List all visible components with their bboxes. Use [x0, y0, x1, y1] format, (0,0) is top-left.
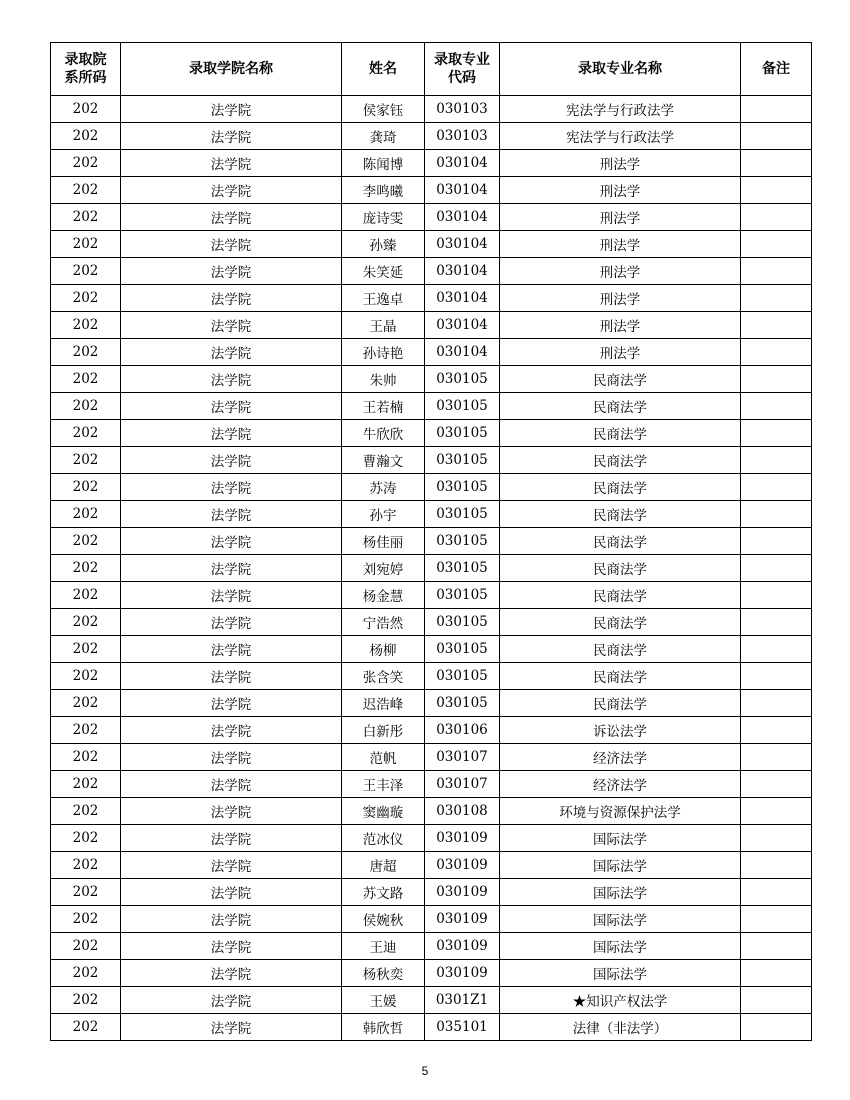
- remark-cell: [741, 474, 812, 501]
- remark-cell: [741, 690, 812, 717]
- major-code-cell: 030103: [425, 123, 500, 150]
- dept-code-cell: 202: [51, 609, 121, 636]
- table-row: [51, 420, 812, 447]
- remark-cell: [741, 960, 812, 987]
- dept-code-cell: 202: [51, 744, 121, 771]
- dept-name-cell: 法学院: [121, 339, 342, 366]
- major-name-cell: 刑法学: [500, 231, 741, 258]
- major-name-cell: 国际法学: [500, 825, 741, 852]
- student-name-cell: 杨秋奕: [342, 960, 425, 987]
- major-name-cell: 民商法学: [500, 447, 741, 474]
- major-code-cell: 030105: [425, 690, 500, 717]
- dept-name-cell: 法学院: [121, 933, 342, 960]
- remark-cell: [741, 150, 812, 177]
- major-code-cell: 030105: [425, 420, 500, 447]
- dept-name-cell: 法学院: [121, 852, 342, 879]
- table-row: [51, 96, 812, 123]
- remark-cell: [741, 717, 812, 744]
- dept-code-cell: 202: [51, 987, 121, 1014]
- dept-code-cell: 202: [51, 879, 121, 906]
- major-code-cell: 030109: [425, 933, 500, 960]
- dept-name-cell: 法学院: [121, 96, 342, 123]
- dept-name-cell: 法学院: [121, 960, 342, 987]
- student-name-cell: 龚琦: [342, 123, 425, 150]
- major-code-cell: 030105: [425, 447, 500, 474]
- table-row: [51, 663, 812, 690]
- remark-cell: [741, 906, 812, 933]
- major-name-cell: 民商法学: [500, 609, 741, 636]
- major-code-cell: 030108: [425, 798, 500, 825]
- dept-name-cell: 法学院: [121, 744, 342, 771]
- student-name-cell: 牛欣欣: [342, 420, 425, 447]
- dept-code-cell: 202: [51, 717, 121, 744]
- dept-name-cell: 法学院: [121, 690, 342, 717]
- dept-name-cell: 法学院: [121, 825, 342, 852]
- header-row: [51, 43, 812, 96]
- header-dept-name: 录取学院名称: [121, 43, 342, 96]
- table-row: [51, 231, 812, 258]
- student-name-cell: 宁浩然: [342, 609, 425, 636]
- student-name-cell: 杨柳: [342, 636, 425, 663]
- student-name-cell: 苏文路: [342, 879, 425, 906]
- remark-cell: [741, 555, 812, 582]
- dept-name-cell: 法学院: [121, 879, 342, 906]
- remark-cell: [741, 123, 812, 150]
- major-code-cell: 030104: [425, 312, 500, 339]
- student-name-cell: 唐超: [342, 852, 425, 879]
- remark-cell: [741, 285, 812, 312]
- student-name-cell: 陈闻博: [342, 150, 425, 177]
- remark-cell: [741, 582, 812, 609]
- remark-cell: [741, 852, 812, 879]
- remark-cell: [741, 798, 812, 825]
- table-row: [51, 609, 812, 636]
- major-code-cell: 030107: [425, 744, 500, 771]
- dept-code-cell: 202: [51, 393, 121, 420]
- remark-cell: [741, 987, 812, 1014]
- remark-cell: [741, 501, 812, 528]
- table-row: [51, 393, 812, 420]
- major-code-cell: 030104: [425, 231, 500, 258]
- remark-cell: [741, 636, 812, 663]
- student-name-cell: 李鸣曦: [342, 177, 425, 204]
- dept-name-cell: 法学院: [121, 204, 342, 231]
- major-name-cell: ★知识产权法学: [500, 987, 741, 1014]
- dept-code-cell: 202: [51, 420, 121, 447]
- table-row: [51, 474, 812, 501]
- dept-name-cell: 法学院: [121, 501, 342, 528]
- major-name-cell: 经济法学: [500, 744, 741, 771]
- remark-cell: [741, 96, 812, 123]
- remark-cell: [741, 366, 812, 393]
- remark-cell: [741, 231, 812, 258]
- major-name-cell: 诉讼法学: [500, 717, 741, 744]
- table-row: [51, 744, 812, 771]
- student-name-cell: 范冰仪: [342, 825, 425, 852]
- dept-code-cell: 202: [51, 906, 121, 933]
- major-code-cell: 030106: [425, 717, 500, 744]
- remark-cell: [741, 447, 812, 474]
- table-row: [51, 258, 812, 285]
- major-name-cell: 民商法学: [500, 366, 741, 393]
- major-name-cell: 环境与资源保护法学: [500, 798, 741, 825]
- major-name-cell: 国际法学: [500, 933, 741, 960]
- table-row: [51, 852, 812, 879]
- dept-code-cell: 202: [51, 96, 121, 123]
- dept-name-cell: 法学院: [121, 582, 342, 609]
- dept-code-cell: 202: [51, 339, 121, 366]
- page-number: 5: [421, 1064, 429, 1078]
- major-code-cell: 030105: [425, 474, 500, 501]
- major-name-cell: 国际法学: [500, 906, 741, 933]
- dept-name-cell: 法学院: [121, 798, 342, 825]
- table-row: [51, 339, 812, 366]
- dept-code-cell: 202: [51, 177, 121, 204]
- dept-name-cell: 法学院: [121, 420, 342, 447]
- major-name-cell: 宪法学与行政法学: [500, 123, 741, 150]
- major-code-cell: 030105: [425, 609, 500, 636]
- student-name-cell: 窦幽璇: [342, 798, 425, 825]
- dept-name-cell: 法学院: [121, 771, 342, 798]
- dept-name-cell: 法学院: [121, 393, 342, 420]
- dept-name-cell: 法学院: [121, 177, 342, 204]
- major-name-cell: 法律（非法学）: [500, 1014, 741, 1041]
- dept-name-cell: 法学院: [121, 474, 342, 501]
- table-row: [51, 987, 812, 1014]
- dept-code-cell: 202: [51, 960, 121, 987]
- remark-cell: [741, 825, 812, 852]
- student-name-cell: 王媛: [342, 987, 425, 1014]
- major-name-cell: 宪法学与行政法学: [500, 96, 741, 123]
- major-name-cell: 民商法学: [500, 690, 741, 717]
- remark-cell: [741, 420, 812, 447]
- student-name-cell: 范帆: [342, 744, 425, 771]
- remark-cell: [741, 1014, 812, 1041]
- dept-code-cell: 202: [51, 1014, 121, 1041]
- major-name-cell: 民商法学: [500, 663, 741, 690]
- major-code-cell: 030105: [425, 636, 500, 663]
- dept-name-cell: 法学院: [121, 285, 342, 312]
- major-code-cell: 030105: [425, 501, 500, 528]
- major-name-cell: 国际法学: [500, 879, 741, 906]
- dept-code-cell: 202: [51, 933, 121, 960]
- major-code-cell: 030109: [425, 906, 500, 933]
- major-code-cell: 030103: [425, 96, 500, 123]
- remark-cell: [741, 933, 812, 960]
- student-name-cell: 迟浩峰: [342, 690, 425, 717]
- table-row: [51, 771, 812, 798]
- major-name-cell: 刑法学: [500, 339, 741, 366]
- header-dept-code: 录取院系所码: [51, 43, 121, 96]
- major-code-cell: 030107: [425, 771, 500, 798]
- dept-code-cell: 202: [51, 366, 121, 393]
- dept-code-cell: 202: [51, 798, 121, 825]
- major-name-cell: 民商法学: [500, 420, 741, 447]
- major-code-cell: 030105: [425, 393, 500, 420]
- major-name-cell: 民商法学: [500, 528, 741, 555]
- table-row: [51, 960, 812, 987]
- major-name-cell: 刑法学: [500, 258, 741, 285]
- dept-code-cell: 202: [51, 312, 121, 339]
- major-code-cell: 030104: [425, 285, 500, 312]
- major-code-cell: 030104: [425, 204, 500, 231]
- major-code-cell: 030109: [425, 879, 500, 906]
- table-row: [51, 528, 812, 555]
- header-major-code: 录取专业代码: [425, 43, 500, 96]
- dept-name-cell: 法学院: [121, 447, 342, 474]
- remark-cell: [741, 312, 812, 339]
- dept-name-cell: 法学院: [121, 231, 342, 258]
- dept-name-cell: 法学院: [121, 312, 342, 339]
- table-row: [51, 690, 812, 717]
- student-name-cell: 孙臻: [342, 231, 425, 258]
- table-row: [51, 582, 812, 609]
- dept-name-cell: 法学院: [121, 555, 342, 582]
- major-name-cell: 民商法学: [500, 555, 741, 582]
- student-name-cell: 苏涛: [342, 474, 425, 501]
- major-code-cell: 030104: [425, 339, 500, 366]
- major-name-cell: 刑法学: [500, 150, 741, 177]
- remark-cell: [741, 609, 812, 636]
- table-row: [51, 312, 812, 339]
- dept-name-cell: 法学院: [121, 717, 342, 744]
- table-row: [51, 1014, 812, 1041]
- remark-cell: [741, 528, 812, 555]
- student-name-cell: 杨佳丽: [342, 528, 425, 555]
- table-row: [51, 906, 812, 933]
- table-row: [51, 204, 812, 231]
- student-name-cell: 刘宛婷: [342, 555, 425, 582]
- table-body: [51, 96, 812, 1041]
- table-row: [51, 123, 812, 150]
- table-row: [51, 447, 812, 474]
- student-name-cell: 侯家钰: [342, 96, 425, 123]
- major-code-cell: 030105: [425, 663, 500, 690]
- major-code-cell: 030104: [425, 177, 500, 204]
- student-name-cell: 侯婉秋: [342, 906, 425, 933]
- student-name-cell: 杨金慧: [342, 582, 425, 609]
- table-row: [51, 285, 812, 312]
- dept-code-cell: 202: [51, 555, 121, 582]
- dept-code-cell: 202: [51, 528, 121, 555]
- remark-cell: [741, 663, 812, 690]
- student-name-cell: 王丰泽: [342, 771, 425, 798]
- table-row: [51, 501, 812, 528]
- dept-name-cell: 法学院: [121, 906, 342, 933]
- remark-cell: [741, 879, 812, 906]
- student-name-cell: 王逸卓: [342, 285, 425, 312]
- table-row: [51, 933, 812, 960]
- dept-name-cell: 法学院: [121, 987, 342, 1014]
- table-row: [51, 636, 812, 663]
- remark-cell: [741, 258, 812, 285]
- dept-code-cell: 202: [51, 582, 121, 609]
- dept-code-cell: 202: [51, 825, 121, 852]
- dept-code-cell: 202: [51, 204, 121, 231]
- dept-code-cell: 202: [51, 123, 121, 150]
- major-name-cell: 民商法学: [500, 636, 741, 663]
- major-code-cell: 030105: [425, 582, 500, 609]
- table-row: [51, 879, 812, 906]
- major-name-cell: 刑法学: [500, 177, 741, 204]
- major-code-cell: 030104: [425, 150, 500, 177]
- dept-code-cell: 202: [51, 258, 121, 285]
- student-name-cell: 王若楠: [342, 393, 425, 420]
- dept-name-cell: 法学院: [121, 366, 342, 393]
- header-remark: 备注: [741, 43, 812, 96]
- dept-code-cell: 202: [51, 474, 121, 501]
- major-code-cell: 030105: [425, 555, 500, 582]
- dept-name-cell: 法学院: [121, 528, 342, 555]
- dept-name-cell: 法学院: [121, 663, 342, 690]
- major-name-cell: 经济法学: [500, 771, 741, 798]
- table-row: [51, 366, 812, 393]
- remark-cell: [741, 204, 812, 231]
- student-name-cell: 庞诗雯: [342, 204, 425, 231]
- major-name-cell: 刑法学: [500, 204, 741, 231]
- major-name-cell: 刑法学: [500, 312, 741, 339]
- remark-cell: [741, 177, 812, 204]
- dept-name-cell: 法学院: [121, 1014, 342, 1041]
- student-name-cell: 白新彤: [342, 717, 425, 744]
- table-row: [51, 150, 812, 177]
- major-name-cell: 民商法学: [500, 474, 741, 501]
- dept-code-cell: 202: [51, 663, 121, 690]
- student-name-cell: 张含笑: [342, 663, 425, 690]
- dept-code-cell: 202: [51, 231, 121, 258]
- student-name-cell: 曹瀚文: [342, 447, 425, 474]
- student-name-cell: 朱帅: [342, 366, 425, 393]
- major-name-cell: 民商法学: [500, 582, 741, 609]
- major-name-cell: 民商法学: [500, 501, 741, 528]
- remark-cell: [741, 771, 812, 798]
- major-code-cell: 030105: [425, 528, 500, 555]
- header-major-name: 录取专业名称: [500, 43, 741, 96]
- admission-table: [50, 42, 812, 1041]
- dept-name-cell: 法学院: [121, 258, 342, 285]
- student-name-cell: 王晶: [342, 312, 425, 339]
- major-code-cell: 030104: [425, 258, 500, 285]
- table-row: [51, 717, 812, 744]
- major-code-cell: 030105: [425, 366, 500, 393]
- table-row: [51, 825, 812, 852]
- major-name-cell: 刑法学: [500, 285, 741, 312]
- student-name-cell: 孙诗艳: [342, 339, 425, 366]
- dept-name-cell: 法学院: [121, 150, 342, 177]
- major-code-cell: 035101: [425, 1014, 500, 1041]
- major-name-cell: 国际法学: [500, 852, 741, 879]
- table-row: [51, 798, 812, 825]
- student-name-cell: 朱笑延: [342, 258, 425, 285]
- dept-code-cell: 202: [51, 852, 121, 879]
- dept-code-cell: 202: [51, 636, 121, 663]
- major-code-cell: 0301Z1: [425, 987, 500, 1014]
- dept-name-cell: 法学院: [121, 609, 342, 636]
- dept-name-cell: 法学院: [121, 636, 342, 663]
- dept-code-cell: 202: [51, 690, 121, 717]
- dept-code-cell: 202: [51, 771, 121, 798]
- major-code-cell: 030109: [425, 960, 500, 987]
- header-name: 姓名: [342, 43, 425, 96]
- table-row: [51, 555, 812, 582]
- dept-code-cell: 202: [51, 501, 121, 528]
- dept-name-cell: 法学院: [121, 123, 342, 150]
- dept-code-cell: 202: [51, 150, 121, 177]
- dept-code-cell: 202: [51, 447, 121, 474]
- remark-cell: [741, 744, 812, 771]
- major-name-cell: 民商法学: [500, 393, 741, 420]
- student-name-cell: 孙宇: [342, 501, 425, 528]
- student-name-cell: 王迪: [342, 933, 425, 960]
- major-code-cell: 030109: [425, 825, 500, 852]
- dept-code-cell: 202: [51, 285, 121, 312]
- remark-cell: [741, 393, 812, 420]
- major-name-cell: 国际法学: [500, 960, 741, 987]
- student-name-cell: 韩欣哲: [342, 1014, 425, 1041]
- remark-cell: [741, 339, 812, 366]
- major-code-cell: 030109: [425, 852, 500, 879]
- table-row: [51, 177, 812, 204]
